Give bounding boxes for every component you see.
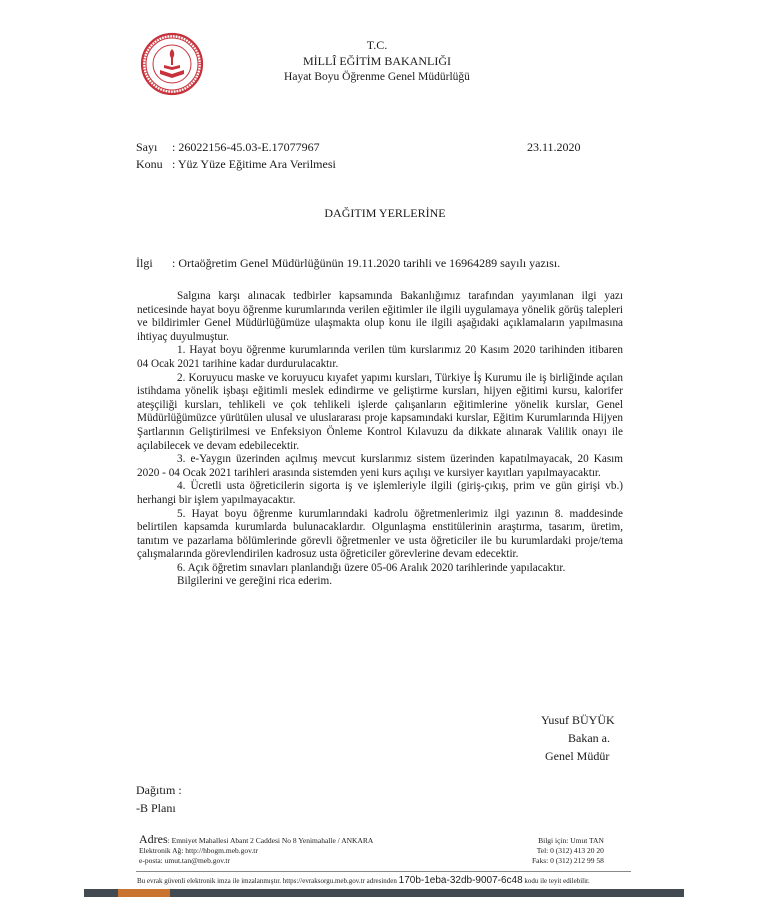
footer-tel: Tel: 0 (312) 413 20 20 — [536, 846, 604, 855]
ilgi-value: : Ortaöğretim Genel Müdürlüğünün 19.11.2020 tarihli ve 16964289 sayılı yazısı. — [172, 256, 561, 270]
verification-suffix: kodu ile teyit edilebilir. — [524, 877, 590, 885]
body-paragraph-3: 3. e-Yaygın üzerinden açılmış mevcut kurslarımız sistem üzerinden kapatılmayacak, 20 Kasım 2020 - 04 Ocak 2021 tarihleri arasında sistemden yeni kurs açılışı ve kursiyer kayıtları yapılmayacaktır. — [137, 453, 623, 479]
verification-text: Bu evrak güvenli elektronik imza ile imzalanmıştır. https://evraksorgu.meb.gov.tr adresinden — [137, 877, 397, 885]
body-closing: Bilgilerini ve gereğini rica ederim. — [177, 575, 333, 588]
letter-body — [137, 290, 623, 589]
signer-name: Yusuf BÜYÜK — [541, 713, 615, 727]
body-paragraph-6: 6. Açık öğretim sınavları planlandığı üzere 05-06 Aralık 2020 tarihlerinde yapılacaktır. — [177, 561, 566, 574]
distribution-label: Dağıtım : — [136, 783, 182, 797]
document-date: 23.11.2020 — [527, 140, 581, 154]
konu-label: Konu — [136, 157, 163, 171]
sayi-value: : 26022156-45.03-E.17077967 — [172, 140, 320, 154]
verification-line — [137, 875, 590, 886]
header-directorate: Hayat Boyu Öğrenme Genel Müdürlüğü — [284, 71, 470, 83]
body-paragraph-intro: Salgına karşı alınacak tedbirler kapsamında Bakanlığımız tarafından yayımlanan ilgi yazı neticesinde hayat boyu öğrenme kurumlarında verilen eğitimler ile ilgili uygulamaya yönelik görüş talepleri ve bildirimler Genel Müdürlüğümüze ulaşmakta olup konu ile ilgili aşağıdaki açıklamaların yapılmasına ihtiyaç duyulmuştur. — [137, 290, 623, 343]
footer-divider — [136, 871, 631, 872]
signer-role-1: Bakan a. — [568, 731, 610, 745]
konu-value: : Yüz Yüze Eğitime Ara Verilmesi — [172, 157, 336, 171]
footer-contact-block — [532, 836, 604, 866]
footer-info: Bilgi için: Umut TAN — [538, 836, 604, 845]
body-paragraph-5: 5. Hayat boyu öğrenme kurumlarındaki kadrolu öğretmenlerimiz ilgi yazının 8. maddesinde belirtilen kapsamda kurumlarda bulunacaklardır. Olgunlaşma enstitülerinin araştırma, tasarım, üretim, tanıtım ve pazarlama bölümlerinde görevli öğretmenler ve usta öğreticiler ile bu kurumlardaki proje/tema çalışmalarında görevlendirilen kadrosuz usta öğreticiler görevlerine devam edecektir. — [137, 507, 623, 561]
body-paragraph-2: 2. Koruyucu maske ve koruyucu kıyafet yapımı kursları, Türkiye İş Kurumu ile iş birliğinde açılan istihdama yönelik işbaşı eğitimli meslek edindirme ve geliştirme kursları, hijyen eğitimi kursu, kalorifer ateşçiliği kursları, tehlikeli ve çok tehlikeli işlerde çalışanların eğitimlerine yönelik kurslar, Genel Müdürlüğümüzce yürütülen ulusal ve uluslararası proje kapsamındaki kurslar, Eğitim Kurumlarında Hijyen Şartlarının Geliştirilmesi ve Enfeksiyon Önleme Kontrol Kılavuzu da dikkate alınarak Valilik onayı ile açılabilecek ve devam edebilecektir. — [137, 371, 623, 452]
body-paragraph-1: 1. Hayat boyu öğrenme kurumlarında verilen tüm kurslarımız 20 Kasım 2020 tarihinden itibaren 04 Ocak 2021 tarihine kadar durdurulacaktır. — [137, 344, 623, 370]
sayi-label: Sayı — [136, 140, 158, 154]
footer-address-block — [139, 834, 373, 866]
signer-role-2: Genel Müdür — [545, 749, 610, 763]
header-tc: T.C. — [366, 38, 388, 52]
recipients-title: DAĞITIM YERLERİNE — [324, 206, 446, 220]
footer-faks: Faks: 0 (312) 212 99 58 — [532, 856, 604, 865]
verification-code: 170b-1eba-32db-9007-6c48 — [398, 875, 523, 886]
ilgi-label: İlgi — [136, 256, 153, 270]
ilgi-line — [136, 256, 560, 271]
bottom-bar-accent — [118, 889, 170, 897]
distribution-item: -B Planı — [136, 801, 176, 815]
header-ministry: MİLLÎ EĞİTİM BAKANLIĞI — [303, 54, 451, 68]
konu-line — [136, 156, 336, 172]
footer-adres-label: Adres — [139, 832, 168, 846]
bottom-bar — [84, 889, 684, 897]
body-paragraph-4: 4. Ücretli usta öğreticilerin sigorta iş ve işlemleriyle ilgili (giriş-çıkış, prim ve gün girişi vb.) herhangi bir işlem yapılmayacaktır. — [137, 480, 623, 506]
footer-adres-value: : Emniyet Mahallesi Abant 2 Caddesi No 8 Yenimahalle / ANKARA — [167, 836, 374, 845]
footer-web: Elektronik Ağ: http://hbogm.meb.gov.tr — [139, 846, 258, 855]
sayi-line — [136, 139, 320, 155]
ministry-seal-logo — [140, 32, 204, 96]
footer-email: e-posta: umut.tan@meb.gov.tr — [139, 856, 230, 865]
